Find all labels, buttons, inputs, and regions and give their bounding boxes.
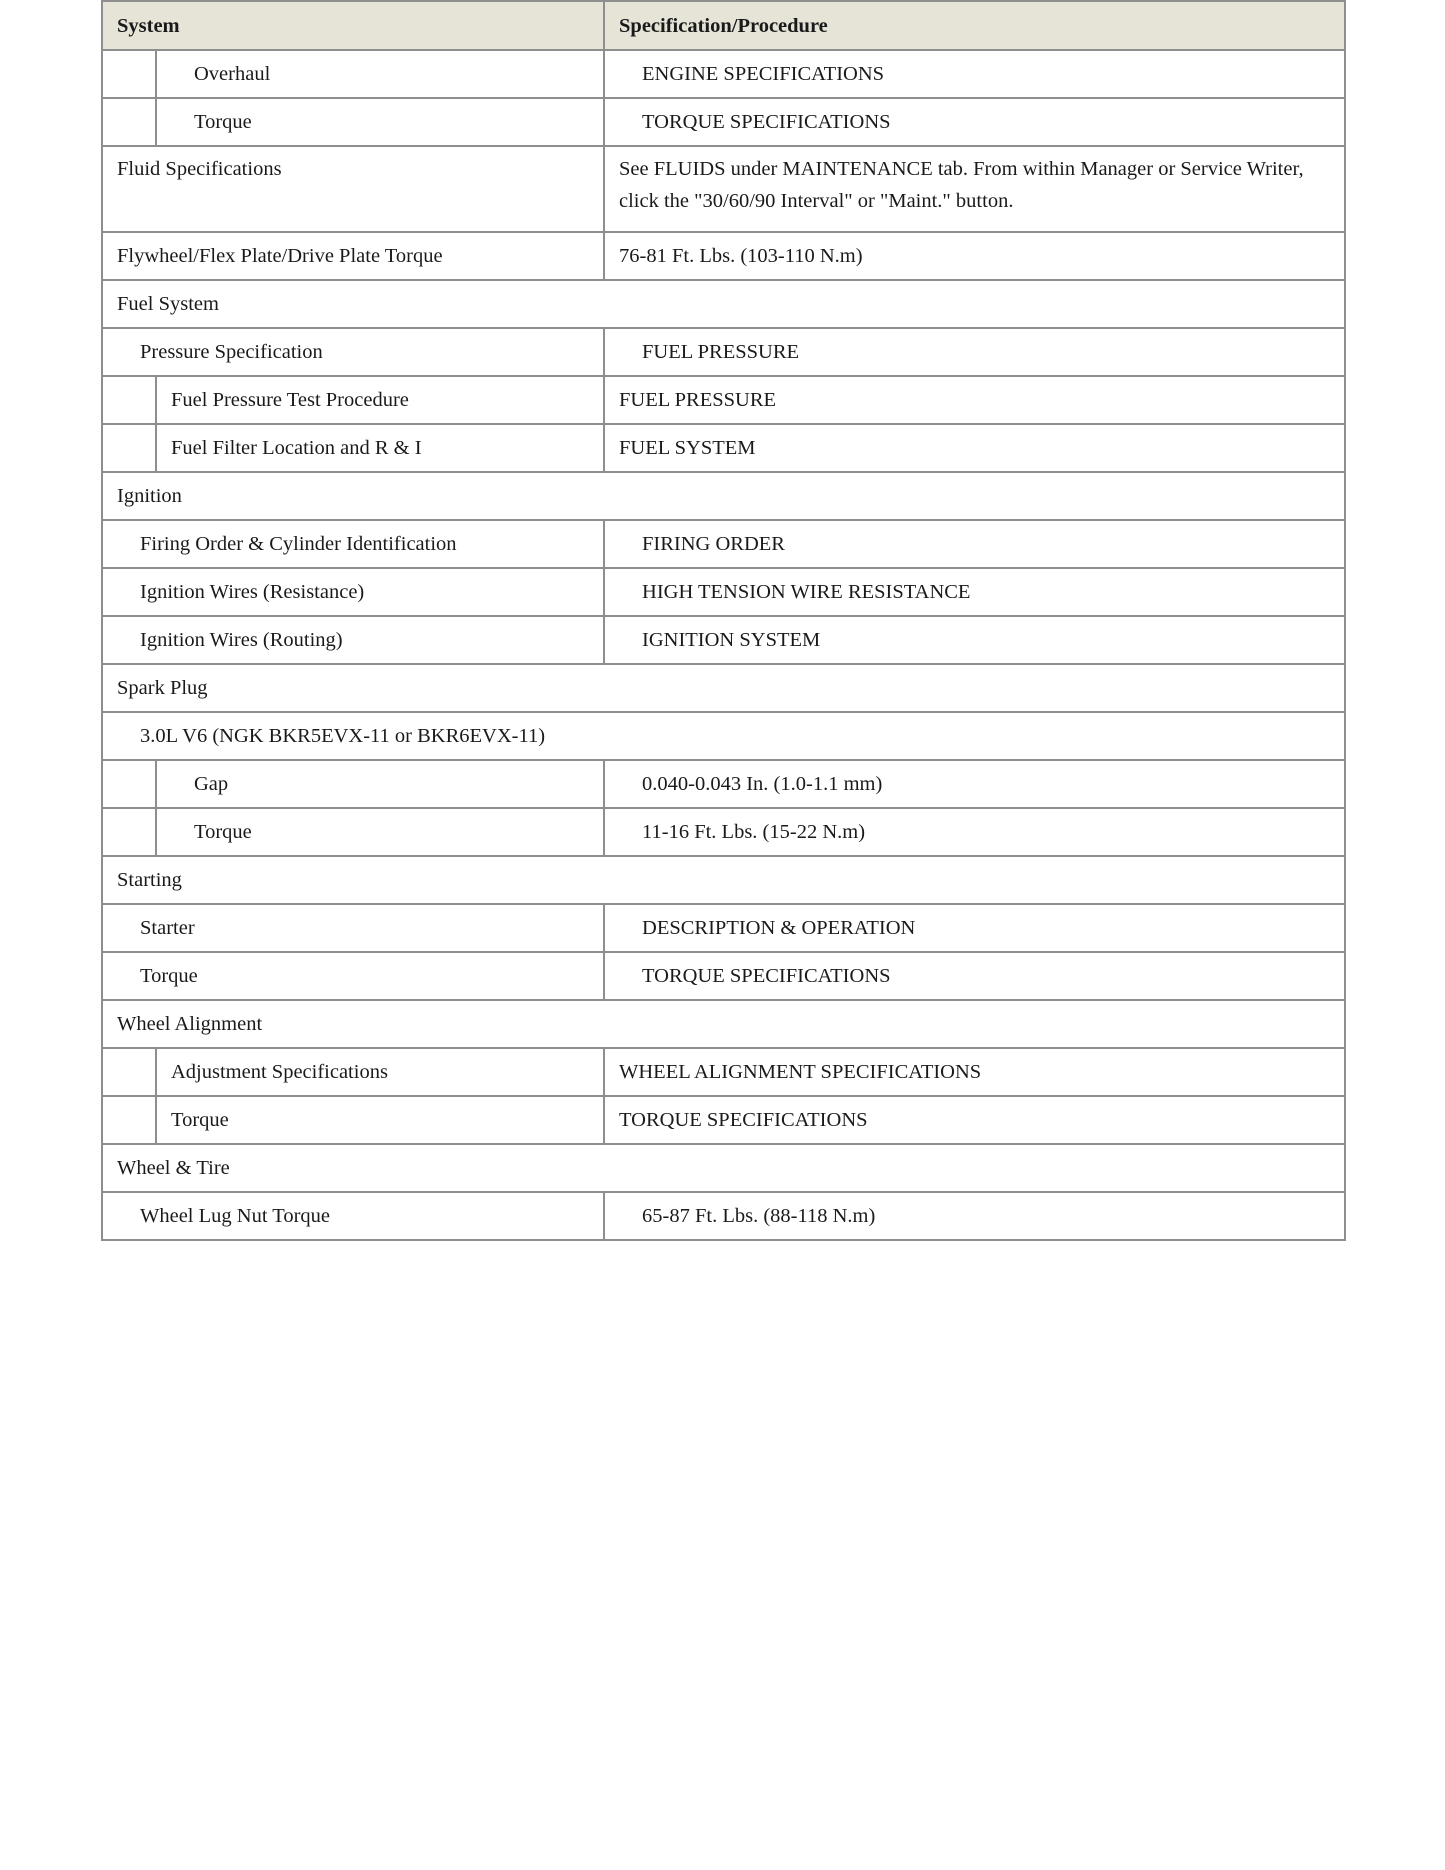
spec-link[interactable]: FIRING ORDER: [604, 520, 1345, 568]
table-row: [102, 568, 1345, 616]
specifications-table: [101, 0, 1346, 1241]
section-row: [102, 280, 1345, 328]
header-system: System: [102, 1, 604, 50]
system-cell: Flywheel/Flex Plate/Drive Plate Torque: [102, 232, 604, 280]
system-cell: Fuel Filter Location and R & I: [156, 424, 604, 472]
spec-link[interactable]: TORQUE SPECIFICATIONS: [604, 1096, 1345, 1144]
spec-link[interactable]: HIGH TENSION WIRE RESISTANCE: [604, 568, 1345, 616]
system-cell: Adjustment Specifications: [156, 1048, 604, 1096]
system-cell: Ignition Wires (Routing): [102, 616, 604, 664]
spec-cell: 76-81 Ft. Lbs. (103-110 N.m): [604, 232, 1345, 280]
section-title: Wheel & Tire: [102, 1144, 1345, 1192]
table-row: [102, 328, 1345, 376]
table-row: [102, 424, 1345, 472]
subsection-row: [102, 712, 1345, 760]
section-row: [102, 472, 1345, 520]
spec-link[interactable]: TORQUE SPECIFICATIONS: [604, 952, 1345, 1000]
system-cell: Torque: [156, 808, 604, 856]
system-cell: Wheel Lug Nut Torque: [102, 1192, 604, 1240]
system-cell: Gap: [156, 760, 604, 808]
spec-link[interactable]: DESCRIPTION & OPERATION: [604, 904, 1345, 952]
table-row: [102, 952, 1345, 1000]
section-title: Spark Plug: [102, 664, 1345, 712]
section-title: Ignition: [102, 472, 1345, 520]
table-row: [102, 376, 1345, 424]
system-cell: Torque: [156, 1096, 604, 1144]
system-cell: Pressure Specification: [102, 328, 604, 376]
spec-link[interactable]: WHEEL ALIGNMENT SPECIFICATIONS: [604, 1048, 1345, 1096]
section-row: [102, 664, 1345, 712]
section-title: Wheel Alignment: [102, 1000, 1345, 1048]
spec-cell: See FLUIDS under MAINTENANCE tab. From within Manager or Service Writer, click the "30/60/90 Interval" or "Maint." button.: [604, 146, 1345, 232]
spec-link[interactable]: FUEL PRESSURE: [604, 328, 1345, 376]
header-specification: Specification/Procedure: [604, 1, 1345, 50]
system-cell: Ignition Wires (Resistance): [102, 568, 604, 616]
table-row: [102, 1192, 1345, 1240]
table-row: [102, 616, 1345, 664]
system-cell: Overhaul: [156, 50, 604, 98]
section-title: Starting: [102, 856, 1345, 904]
spec-cell: 65-87 Ft. Lbs. (88-118 N.m): [604, 1192, 1345, 1240]
spec-link[interactable]: FUEL PRESSURE: [604, 376, 1345, 424]
spec-cell: 11-16 Ft. Lbs. (15-22 N.m): [604, 808, 1345, 856]
system-cell: Fluid Specifications: [102, 146, 604, 232]
spec-link[interactable]: ENGINE SPECIFICATIONS: [604, 50, 1345, 98]
table-row: [102, 1096, 1345, 1144]
spec-link[interactable]: TORQUE SPECIFICATIONS: [604, 98, 1345, 146]
table-header-row: [102, 1, 1345, 50]
table-row: [102, 146, 1345, 232]
section-row: [102, 1144, 1345, 1192]
system-cell: Torque: [156, 98, 604, 146]
table-row: [102, 98, 1345, 146]
section-row: [102, 1000, 1345, 1048]
section-row: [102, 856, 1345, 904]
spec-link[interactable]: IGNITION SYSTEM: [604, 616, 1345, 664]
table-row: [102, 904, 1345, 952]
table-row: [102, 520, 1345, 568]
system-cell: Firing Order & Cylinder Identification: [102, 520, 604, 568]
table-row: [102, 808, 1345, 856]
table-row: [102, 1048, 1345, 1096]
system-cell: Torque: [102, 952, 604, 1000]
spec-link[interactable]: FUEL SYSTEM: [604, 424, 1345, 472]
system-cell: Starter: [102, 904, 604, 952]
table-row: [102, 50, 1345, 98]
subsection-title: 3.0L V6 (NGK BKR5EVX-11 or BKR6EVX-11): [102, 712, 1345, 760]
table-row: [102, 232, 1345, 280]
system-cell: Fuel Pressure Test Procedure: [156, 376, 604, 424]
section-title: Fuel System: [102, 280, 1345, 328]
table-row: [102, 760, 1345, 808]
spec-cell: 0.040-0.043 In. (1.0-1.1 mm): [604, 760, 1345, 808]
